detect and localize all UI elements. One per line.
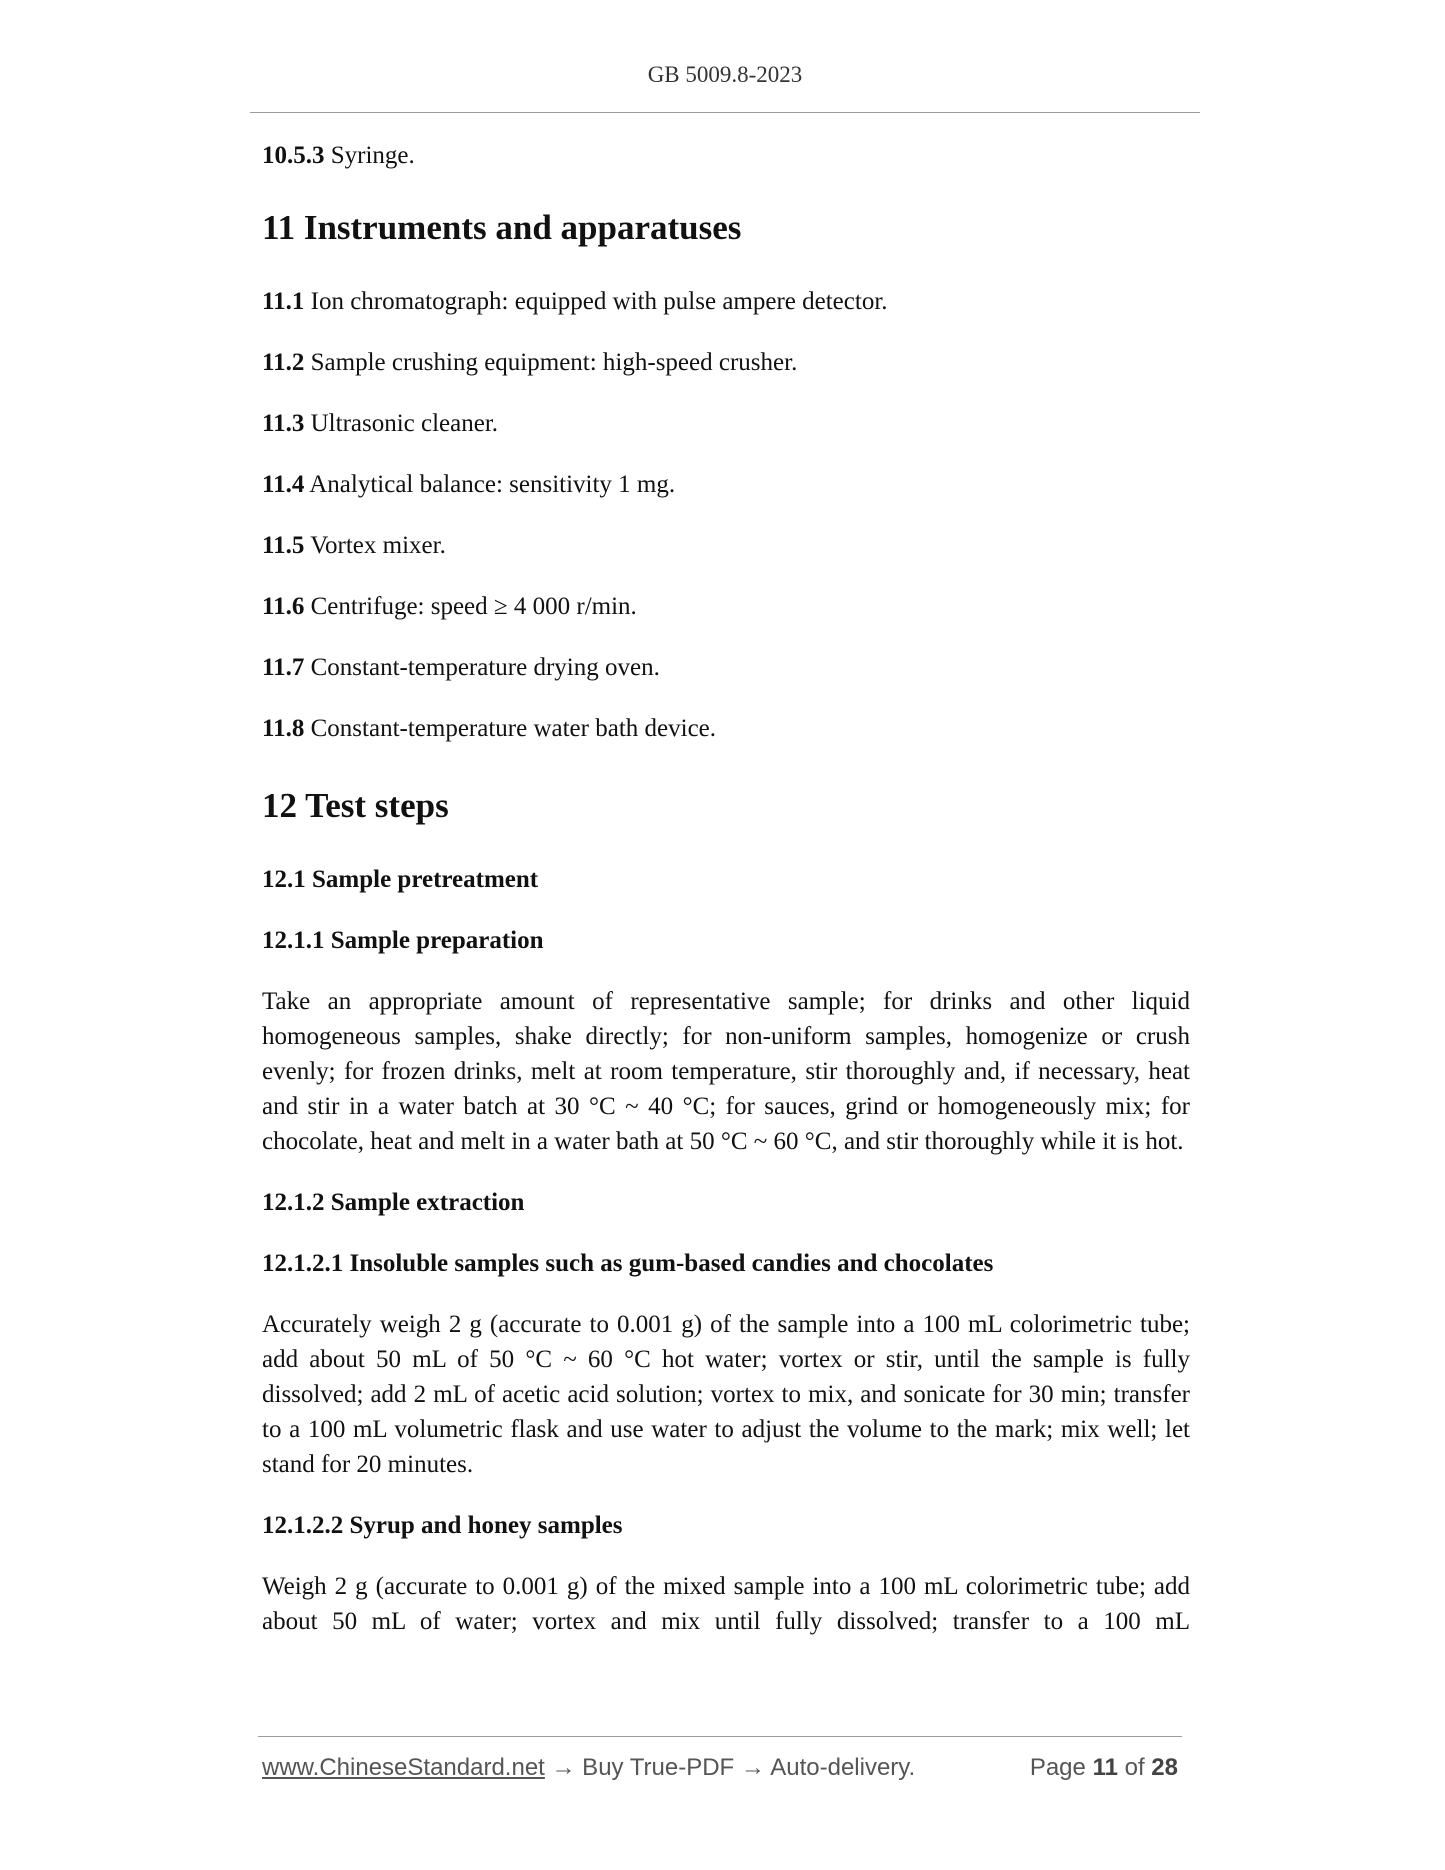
item-text: Vortex mixer.	[310, 532, 446, 559]
paragraph-sample-preparation: Take an appropriate amount of representative sample; for drinks and other liquid homogeneous samples, shake directly; for non-uniform samples, homogenize or crush evenly; for frozen drinks, melt at room temperature, stir thoroughly and, if necessary, heat and stir in a water batch at 30 °C ~ 40 °C; for sauces, grind or homogeneously mix; for chocolate, heat and melt in a water bath at 50 °C ~ 60 °C, and stir thoroughly while it is hot.	[262, 988, 1190, 1155]
item-text: Ultrasonic cleaner.	[310, 410, 499, 437]
section-12-title: 12 Test steps	[262, 786, 449, 825]
item-11-7	[262, 650, 1190, 685]
section-11-title: 11 Instruments and apparatuses	[262, 208, 742, 247]
item-text: Constant-temperature water bath device.	[310, 715, 717, 742]
item-text: Sample crushing equipment: high-speed crusher.	[310, 349, 798, 376]
item-11-8	[262, 711, 1190, 746]
item-number: 11.1	[262, 288, 305, 315]
item-text: Analytical balance: sensitivity 1 mg.	[309, 471, 676, 498]
heading-12-1: 12.1 Sample pretreatment	[262, 866, 539, 893]
heading-12-1-1: 12.1.1 Sample preparation	[262, 927, 544, 954]
item-number: 10.5.3	[262, 142, 325, 169]
heading-12-1-2-1: 12.1.2.1 Insoluble samples such as gum-based candies and chocolates	[262, 1250, 994, 1277]
item-10-5-3	[262, 138, 1190, 173]
item-number: 11.2	[262, 349, 305, 376]
page-label: Page	[1029, 1754, 1086, 1781]
paragraph-insoluble-samples: Accurately weigh 2 g (accurate to 0.001 g) of the sample into a 100 mL colorimetric tube; add about 50 mL of 50 °C ~ 60 °C hot water; vortex or stir, until the sample is fully dissolved; add 2 mL of acetic acid solution; vortex to mix, and sonicate for 30 min; transfer to a 100 mL volumetric flask and use water to adjust the volume to the mark; mix well; let stand for 20 minutes.	[262, 1311, 1190, 1478]
paragraph-syrup-honey: Weigh 2 g (accurate to 0.001 g) of the mixed sample into a 100 mL colorimetric tube; add about 50 mL of water; vortex and mix until fully dissolved; transfer to a 100 mL	[262, 1573, 1190, 1635]
item-11-1	[262, 284, 1190, 319]
item-number: 11.4	[262, 471, 305, 498]
item-text: Constant-temperature drying oven.	[310, 654, 660, 681]
item-text: Ion chromatograph: equipped with pulse ampere detector.	[310, 288, 888, 315]
page-footer	[262, 1754, 1182, 1782]
heading-12-1-2-2: 12.1.2.2 Syrup and honey samples	[262, 1512, 623, 1539]
current-page-number: 11	[1092, 1754, 1118, 1781]
total-pages: 28	[1151, 1754, 1178, 1781]
item-number: 11.3	[262, 410, 305, 437]
heading-12-1-2: 12.1.2 Sample extraction	[262, 1189, 525, 1216]
item-11-5	[262, 528, 1190, 563]
item-11-4	[262, 467, 1190, 502]
chinese-standard-link[interactable]: www.ChineseStandard.net	[262, 1754, 545, 1781]
item-11-6	[262, 589, 1190, 624]
item-text: Centrifuge: speed ≥ 4 000 r/min.	[310, 593, 637, 620]
item-number: 11.5	[262, 532, 305, 559]
item-number: 11.8	[262, 715, 305, 742]
item-11-2	[262, 345, 1190, 380]
page-indicator	[1030, 1754, 1178, 1782]
item-11-3	[262, 406, 1190, 441]
item-number: 11.6	[262, 593, 305, 620]
page-content	[262, 138, 1190, 1665]
header-divider	[250, 112, 1200, 113]
item-number: 11.7	[262, 654, 305, 681]
of-label: of	[1124, 1754, 1145, 1781]
document-header-id: GB 5009.8-2023	[647, 62, 803, 87]
item-text: Syringe.	[330, 142, 415, 169]
footer-divider	[258, 1736, 1182, 1737]
footer-tagline: → Buy True-PDF → Auto-delivery.	[544, 1754, 916, 1781]
